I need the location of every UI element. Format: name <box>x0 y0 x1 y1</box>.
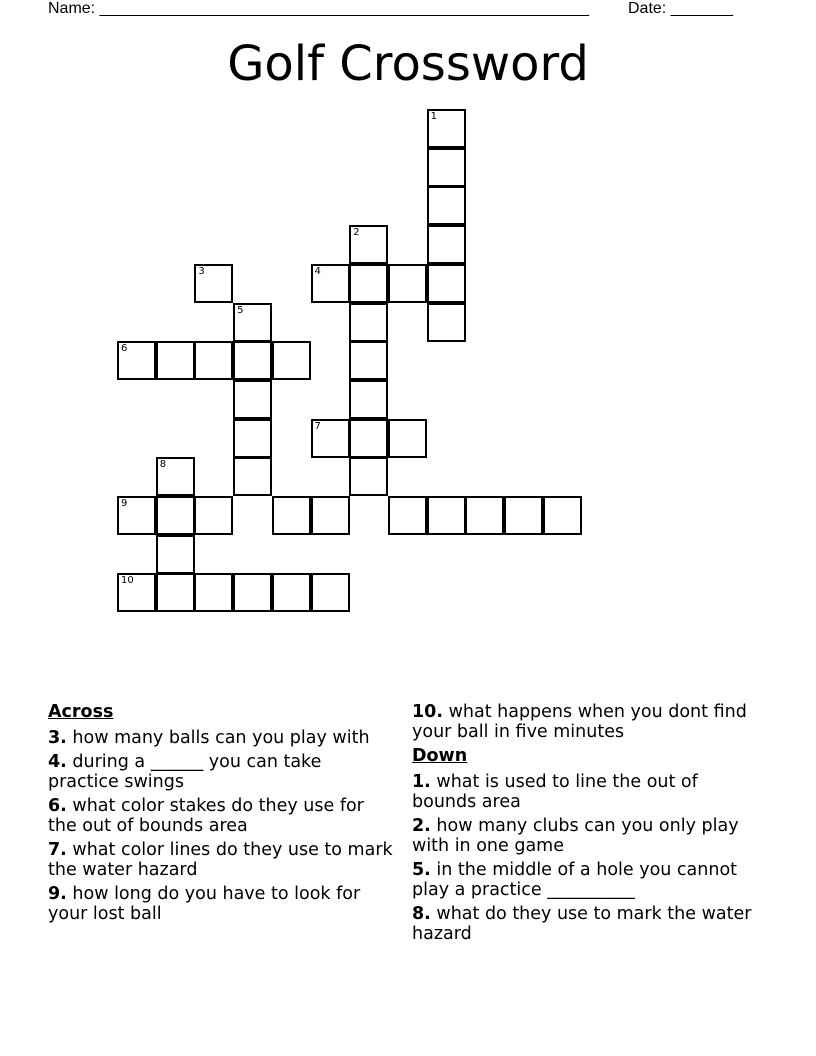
grid-cell[interactable] <box>427 225 466 264</box>
across-heading: Across <box>48 702 114 722</box>
clue-text: how many clubs can you only play with in one game <box>412 816 739 856</box>
grid-cell[interactable] <box>117 573 156 612</box>
grid-cell[interactable] <box>465 496 504 535</box>
grid-cell[interactable] <box>194 573 233 612</box>
grid-cell[interactable] <box>349 225 388 264</box>
clue-number: 10. <box>412 702 444 722</box>
grid-cell[interactable] <box>311 419 350 458</box>
down-heading: Down <box>412 746 468 766</box>
grid-cell[interactable] <box>272 341 311 380</box>
clue-text: what is used to line the out of bounds area <box>412 772 698 812</box>
clue-item <box>412 816 757 856</box>
down-clue-list <box>412 772 757 944</box>
grid-cell[interactable] <box>349 380 388 419</box>
grid-cell[interactable] <box>388 496 427 535</box>
grid-cell[interactable] <box>349 264 388 303</box>
clue-text: what color stakes do they use for the out of bounds area <box>48 796 364 836</box>
grid-cell[interactable] <box>388 419 427 458</box>
grid-cell[interactable] <box>311 264 350 303</box>
grid-cell[interactable] <box>349 303 388 342</box>
cell-number: 2 <box>353 227 360 239</box>
clue-number: 6. <box>48 796 67 816</box>
grid-cell[interactable] <box>349 419 388 458</box>
page-title: Golf Crossword <box>227 36 589 92</box>
grid-cell[interactable] <box>349 457 388 496</box>
grid-cell[interactable] <box>233 303 272 342</box>
grid-cell[interactable] <box>427 496 466 535</box>
cell-number: 9 <box>121 498 128 509</box>
clue-text: how long do you have to look for your lost ball <box>48 884 361 924</box>
grid-cell[interactable] <box>427 264 466 303</box>
clue-number: 7. <box>48 840 67 860</box>
clue-item <box>412 702 757 742</box>
clue-number: 2. <box>412 816 431 836</box>
grid-cell[interactable] <box>156 496 195 535</box>
clue-item <box>48 796 393 836</box>
clues-column-left <box>48 702 393 928</box>
grid-cell[interactable] <box>156 573 195 612</box>
grid-cell[interactable] <box>233 457 272 496</box>
clue-item <box>412 772 757 812</box>
clues-column-right <box>412 702 757 948</box>
clue-number: 9. <box>48 884 67 904</box>
grid-cell[interactable] <box>427 186 466 225</box>
grid-cell[interactable] <box>117 341 156 380</box>
clue-text: in the middle of a hole you cannot play a practice __________ <box>412 860 738 900</box>
cell-number: 10 <box>121 575 134 587</box>
cell-number: 7 <box>314 420 321 432</box>
grid-cell[interactable] <box>427 109 466 148</box>
grid-cell[interactable] <box>233 380 272 419</box>
clue-text: what happens when you dont find your ball in five minutes <box>412 702 747 742</box>
grid-cell[interactable] <box>504 496 543 535</box>
date-field-label: Date: _______ <box>628 0 733 17</box>
grid-cell[interactable] <box>311 573 350 612</box>
clue-number: 5. <box>412 860 431 880</box>
grid-cell[interactable] <box>156 341 195 380</box>
grid-cell[interactable] <box>272 573 311 612</box>
grid-cell[interactable] <box>388 264 427 303</box>
across-clue-list-continued <box>412 702 757 742</box>
grid-cell[interactable] <box>194 264 233 303</box>
grid-cell[interactable] <box>233 573 272 612</box>
grid-cell[interactable] <box>543 496 582 535</box>
clue-number: 8. <box>412 904 431 924</box>
across-clue-list <box>48 728 393 924</box>
grid-cell[interactable] <box>233 419 272 458</box>
clue-item <box>412 904 757 944</box>
grid-cell[interactable] <box>156 535 195 574</box>
name-field-label: Name: _______________________________________________________ <box>48 0 589 17</box>
grid-cell[interactable] <box>349 341 388 380</box>
grid-cell[interactable] <box>427 303 466 342</box>
grid-cell[interactable] <box>427 148 466 187</box>
clue-text: during a ______ you can take practice swings <box>48 752 322 792</box>
cell-number: 4 <box>314 265 321 277</box>
clue-item <box>48 728 393 748</box>
grid-cell[interactable] <box>194 341 233 380</box>
clue-item <box>48 840 393 880</box>
grid-cell[interactable] <box>156 457 195 496</box>
clue-text: what do they use to mark the water hazard <box>412 904 752 944</box>
clue-number: 1. <box>412 772 431 792</box>
cell-number: 6 <box>121 343 128 355</box>
clue-item <box>48 884 393 924</box>
clue-number: 4. <box>48 752 67 772</box>
clue-item <box>412 860 757 900</box>
clue-text: what color lines do they use to mark the water hazard <box>48 840 393 880</box>
cell-number: 8 <box>159 459 167 471</box>
grid-cell[interactable] <box>233 341 272 380</box>
grid-cell[interactable] <box>194 496 233 535</box>
clue-number: 3. <box>48 728 67 748</box>
grid-cell[interactable] <box>311 496 350 535</box>
cell-number: 5 <box>237 304 244 316</box>
grid-cell[interactable] <box>117 496 156 535</box>
grid-cell[interactable] <box>272 496 311 535</box>
clue-text: how many balls can you play with <box>66 728 370 748</box>
cell-number: 1 <box>430 111 437 122</box>
cell-number: 3 <box>198 265 205 277</box>
clue-item <box>48 752 393 792</box>
